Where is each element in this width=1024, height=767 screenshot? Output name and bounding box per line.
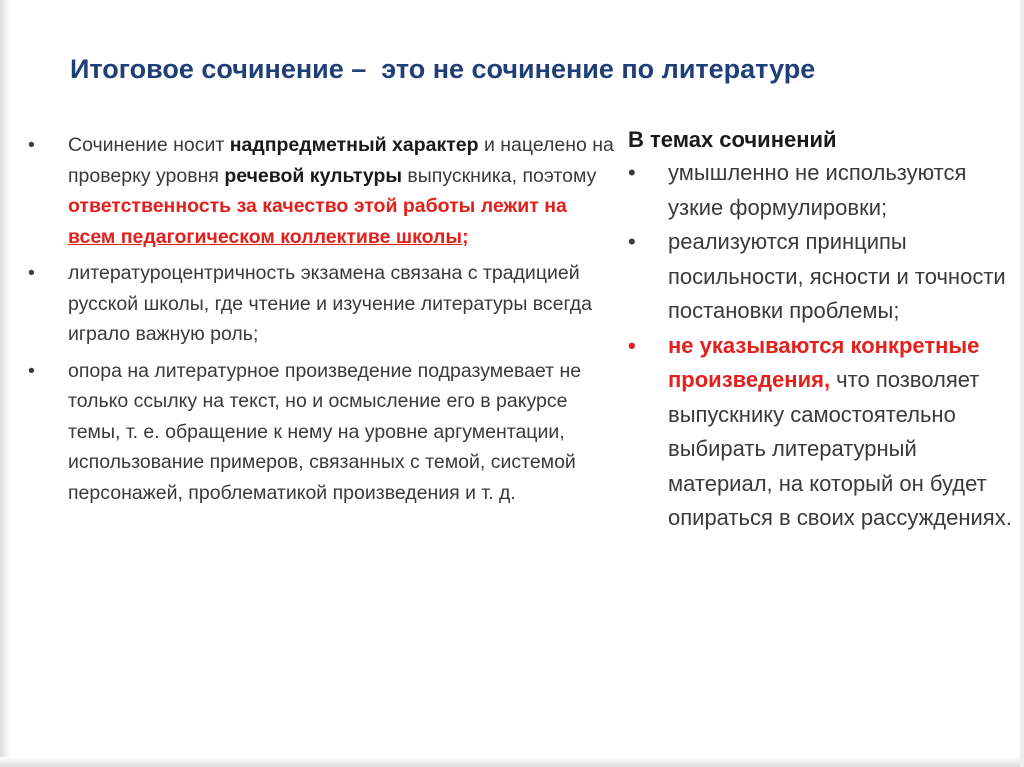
bullet-icon: • [628, 332, 636, 358]
bullet-text [68, 130, 618, 252]
text-run: Сочинение носит [68, 134, 230, 156]
right-column [628, 124, 1018, 536]
left-bullet-item-3 [28, 356, 618, 509]
left-bullet-item-2 [28, 258, 618, 350]
slide-frame-left [0, 0, 10, 767]
bullet-icon: • [28, 262, 35, 284]
red-underlined-phrase: всем педагогическом коллективе школы [68, 225, 463, 248]
bullet-text: умышленно не используются узкие формулировки; [668, 160, 967, 220]
bullet-text: опора на литературное произведение подразумевает не только ссылку на текст, но и осмысление его в ракурсе темы, т. е. обращение к нему на уровне аргументации, использование примеров, связанных с темой, системой персонажей, проблематикой произведения и т. д. [68, 359, 582, 504]
left-bullet-item-1 [28, 130, 618, 252]
right-bullet-item-3 [628, 329, 1018, 536]
bullet-icon: • [628, 229, 636, 254]
bullet-icon: • [628, 160, 636, 185]
bullet-text: литературоцентричность экзамена связана с традицией русской школы, где чтение и изучение литературы всегда играло важную роль; [68, 262, 592, 345]
text-run: что позволяет выпускнику самостоятельно выбирать литературный материал, на который он будет опираться в своих рассуждениях. [668, 367, 1012, 530]
slide-frame-right [1020, 0, 1024, 767]
bold-phrase: надпредметный характер [229, 134, 479, 156]
left-bullet-list [28, 130, 618, 514]
bold-phrase: речевой культуры [224, 164, 403, 187]
red-phrase: не указываются конкретные произведения, [668, 332, 980, 392]
bullet-icon: • [28, 134, 35, 156]
text-run: выпускника, поэтому [402, 164, 597, 187]
red-phrase: ответственность за качество этой работы лежит на [68, 195, 567, 217]
bullet-text [668, 329, 1018, 536]
slide-title: Итоговое сочинение – это не сочинение по литературе [70, 54, 816, 84]
right-bullet-item-1 [628, 156, 1018, 225]
slide-frame-bottom [0, 757, 1024, 767]
bullet-text: реализуются принципы посильности, ясности и точности постановки проблемы; [668, 229, 1006, 323]
red-phrase: ; [462, 225, 469, 248]
right-heading: В темах сочинений [628, 127, 837, 152]
bullet-icon: • [28, 359, 35, 382]
text-run: и нацелено на проверку уровня [68, 134, 614, 187]
right-bullet-item-2 [628, 225, 1018, 329]
